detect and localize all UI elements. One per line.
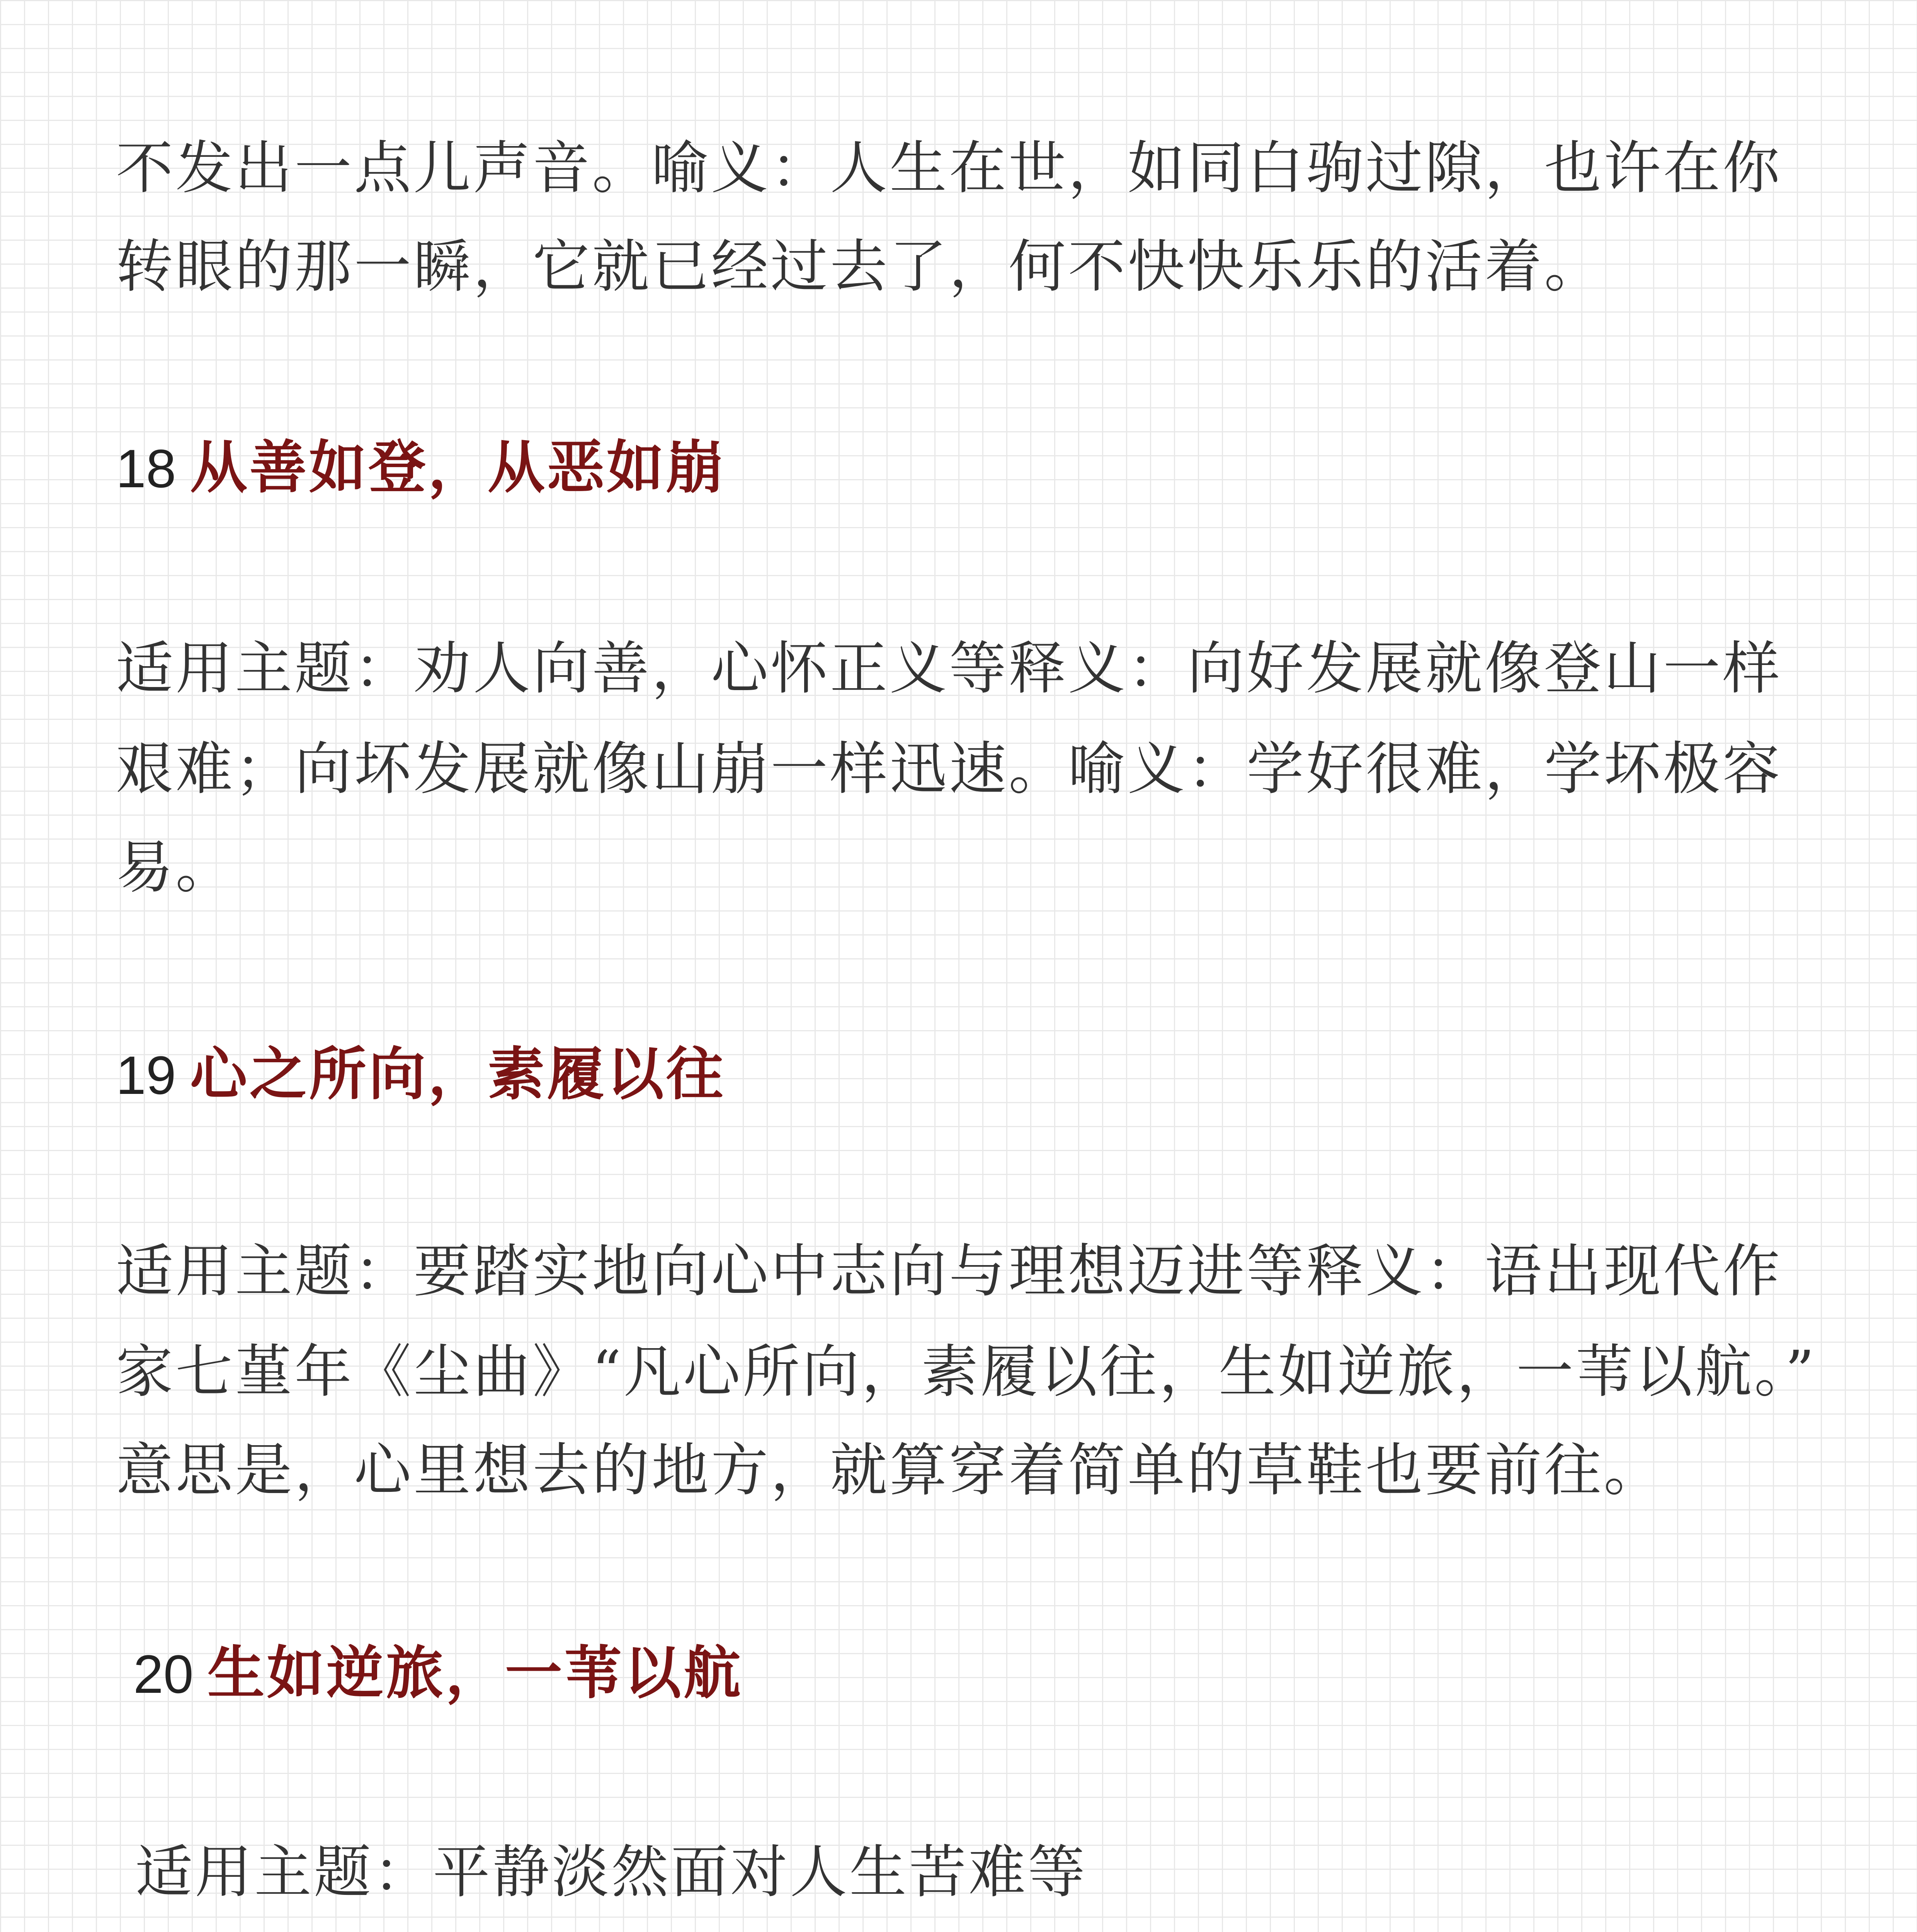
section-number: 20 xyxy=(133,1644,194,1704)
section-number: 19 xyxy=(116,1045,176,1105)
section-number: 18 xyxy=(116,438,176,499)
section-19-line-1: 适用主题：要踏实地向心中志向与理想迈进等释义：语出现代作 xyxy=(116,1238,1782,1304)
section-18-line-3: 易。 xyxy=(116,834,235,901)
section-heading-19 xyxy=(116,1043,726,1106)
intro-line-1: 不发出一点儿声音。喻义：人生在世，如同白驹过隙，也许在你 xyxy=(116,135,1782,201)
section-heading-18 xyxy=(116,434,726,501)
section-heading-20 xyxy=(133,1642,743,1705)
section-title: 从善如登，从恶如崩 xyxy=(190,434,726,501)
section-18-line-1: 适用主题：劝人向善，心怀正义等释义：向好发展就像登山一样 xyxy=(116,635,1782,702)
section-title: 心之所向，素履以往 xyxy=(190,1041,726,1107)
section-title: 生如逆旅，一苇以航 xyxy=(207,1640,743,1706)
intro-line-2: 转眼的那一瞬，它就已经过去了，何不快快乐乐的活着。 xyxy=(116,233,1604,300)
section-19-line-3: 意思是，心里想去的地方，就算穿着简单的草鞋也要前往。 xyxy=(116,1437,1663,1503)
section-19-line-2: 家七堇年《尘曲》“凡心所向，素履以往，生如逆旅，一苇以航。” xyxy=(116,1338,1817,1405)
section-20-line-1: 适用主题：平静淡然面对人生苦难等 xyxy=(135,1839,1087,1905)
section-18-line-2: 艰难；向坏发展就像山崩一样迅速。喻义：学好很难，学坏极容 xyxy=(116,736,1782,802)
